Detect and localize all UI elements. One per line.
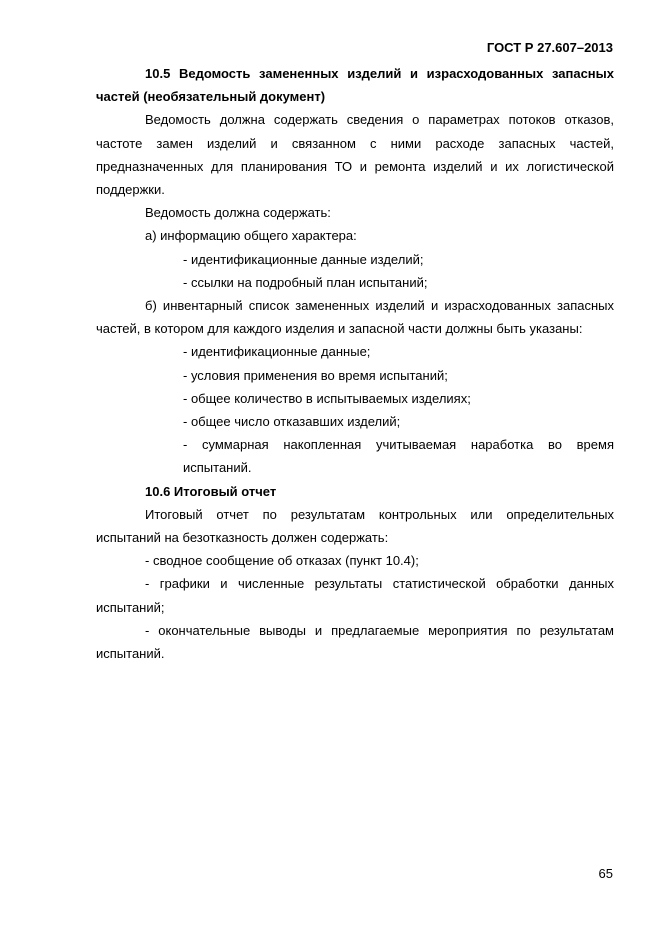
section-10-6-heading: 10.6 Итоговый отчет <box>145 483 277 499</box>
item-b: б) инвентарный список замененных изделий и израсходованных запасных частей, в котором для каждого изделия и запасной части должны быть указаны: <box>96 298 614 337</box>
section-10-6-intro: Итоговый отчет по результатам контрольных или определительных испытаний на безотказность должен содержать: <box>96 506 614 546</box>
list-item: - общее число отказавших изделий; <box>183 414 401 430</box>
document-code: ГОСТ Р 27.607–2013 <box>486 40 613 55</box>
item-a: а) информацию общего характера: <box>145 228 357 244</box>
list-item: - графики и численные результаты статистической обработки данных испытаний; <box>96 576 614 615</box>
page-body <box>96 62 614 665</box>
list-item: - условия применения во время испытаний; <box>183 367 448 383</box>
contents-lead: Ведомость должна содержать: <box>145 205 331 221</box>
page-number: 65 <box>598 866 613 881</box>
list-item: - ссылки на подробный план испытаний; <box>183 274 428 290</box>
list-item: - суммарная накопленная учитываемая наработка во время испытаний. <box>183 437 614 476</box>
list-item: - общее количество в испытываемых изделиях; <box>183 390 471 406</box>
list-item: - идентификационные данные; <box>183 344 371 360</box>
list-item: - сводное сообщение об отказах (пункт 10.4); <box>145 553 419 569</box>
list-item: - идентификационные данные изделий; <box>183 251 424 267</box>
list-item: - окончательные выводы и предлагаемые мероприятия по результатам испытаний. <box>96 622 614 662</box>
section-10-5-heading: 10.5 Ведомость замененных изделий и израсходованных запасных частей (необязательный документ) <box>96 66 614 105</box>
section-10-5-intro: Ведомость должна содержать сведения о параметрах потоков отказов, частоте замен изделий и связанном с ними расходе запасных частей, предназначенных для планирования ТО и ремонта изделий и их логистической поддержки. <box>96 112 614 198</box>
